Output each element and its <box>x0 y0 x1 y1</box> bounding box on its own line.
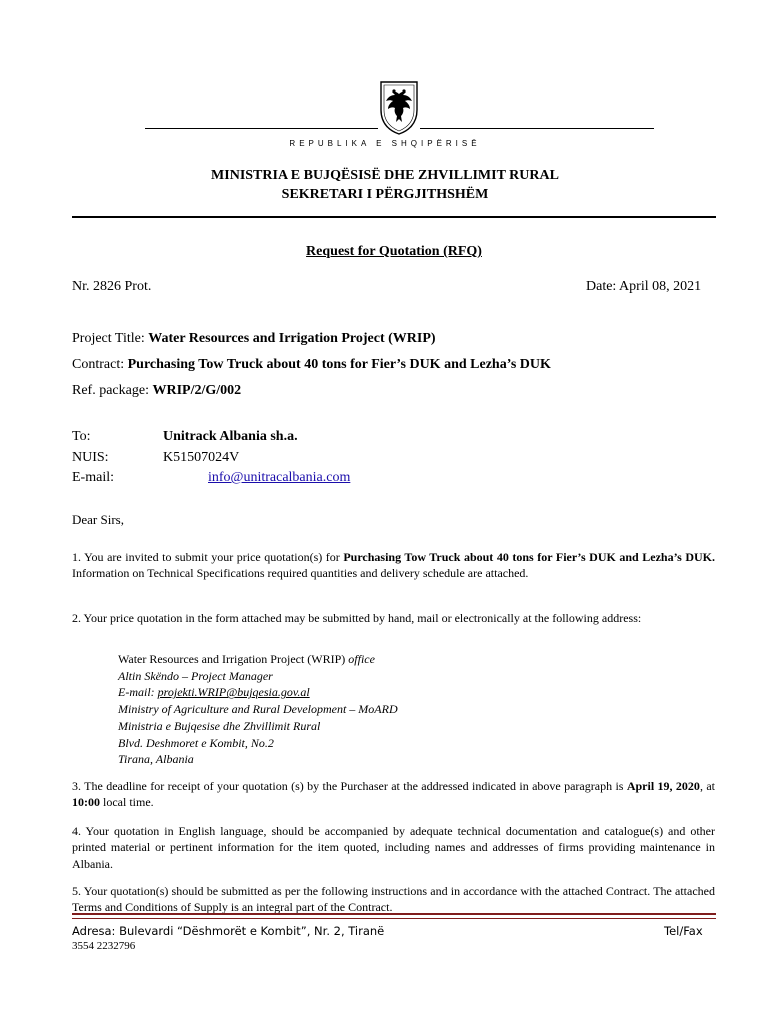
ref-package-row <box>72 383 241 399</box>
header-rule-left <box>145 128 378 129</box>
secretary-general: SEKRETARI I PËRGJITHSHËM <box>281 187 489 202</box>
header-rule-right <box>420 128 654 129</box>
p3-mid: , at <box>699 779 715 793</box>
project-title-label: Project Title: <box>72 331 145 346</box>
document-date: Date: April 08, 2021 <box>586 279 702 294</box>
paragraph-5: 5. Your quotation(s) should be submitted as per the following instructions and in accordance with the attached Contract. The attached Terms and Conditions of Supply is an integral part of the Contract. <box>72 884 715 915</box>
address-street: Blvd. Deshmoret e Kombit, No.2 <box>118 735 274 750</box>
submission-address <box>118 651 678 768</box>
p1-prefix: 1. You are invited to submit your price quotation(s) for <box>72 550 344 564</box>
footer-telfax-label: Tel/Fax <box>664 924 703 938</box>
paragraph-4: 4. Your quotation in English language, should be accompanied by adequate technical documentation and catalogue(s) and other printed material or pertinent information for the item quoted, including names and addresses of firms providing maintenance in Albania. <box>72 824 715 871</box>
address-email-label: E-mail: <box>118 685 158 700</box>
recipient-email-link[interactable]: info@unitracalbania.com <box>208 470 351 485</box>
to-label: To: <box>72 429 91 444</box>
address-manager: Altin Skëndo – Project Manager <box>118 668 273 683</box>
p1-subject: Purchasing Tow Truck about 40 tons for Fier’s DUK and Lezha’s DUK. <box>343 550 716 564</box>
paragraph-1 <box>72 549 715 582</box>
p3-prefix: 3. The deadline for receipt of your quotation (s) by the Purchaser at the addressed indicated in above paragraph is <box>72 779 627 793</box>
project-title-row <box>72 331 436 347</box>
paragraph-3 <box>72 778 715 811</box>
address-email <box>118 684 678 701</box>
ministry-name: MINISTRIA E BUJQËSISË DHE ZHVILLIMIT RURAL <box>211 168 559 183</box>
contract-row <box>72 357 551 373</box>
p1-suffix: Information on Technical Specifications required quantities and delivery schedule are attached. <box>72 566 529 581</box>
document-title: Request for Quotation (RFQ) <box>306 244 482 259</box>
paragraph-2: 2. Your price quotation in the form attached may be submitted by hand, mail or electronically at the following address: <box>72 611 642 625</box>
nuis-label: NUIS: <box>72 450 109 465</box>
address-ministry-al: Ministria e Bujqesise dhe Zhvillimit Rural <box>118 718 321 733</box>
ref-package-value: WRIP/2/G/002 <box>152 383 242 398</box>
address-city: Tirana, Albania <box>118 752 194 767</box>
p3-deadline-time: 10:00 <box>72 795 100 810</box>
republika-label: REPUBLIKA E SHQIPËRISË <box>289 139 481 148</box>
email-label: E-mail: <box>72 470 114 485</box>
contract-label: Contract: <box>72 357 125 372</box>
footer-phone: 3554 2232796 <box>72 940 136 952</box>
p3-suffix: local time. <box>100 795 154 810</box>
protocol-number: Nr. 2826 Prot. <box>72 279 152 294</box>
ref-package-label: Ref. package: <box>72 383 149 398</box>
footer-address: Adresa: Bulevardi “Dëshmorët e Kombit”, Nr. 2, Tiranë <box>72 924 385 938</box>
header-divider <box>72 216 716 218</box>
address-email-link[interactable]: projekti.WRIP@bujqesia.gov.al <box>157 685 310 700</box>
address-office-text: Water Resources and Irrigation Project (WRIP) <box>118 652 349 666</box>
address-office <box>118 651 678 668</box>
contract-value: Purchasing Tow Truck about 40 tons for Fier’s DUK and Lezha’s DUK <box>127 357 551 372</box>
address-ministry-en: Ministry of Agriculture and Rural Development – MoARD <box>118 702 398 717</box>
albania-coat-of-arms-icon <box>378 80 420 136</box>
p3-deadline-date: April 19, 2020 <box>626 779 700 793</box>
to-value: Unitrack Albania sh.a. <box>163 429 298 444</box>
footer-divider-thick <box>72 913 716 915</box>
nuis-value: K51507024V <box>163 450 240 465</box>
address-office-italic: office <box>348 652 375 666</box>
footer-divider-thin <box>72 918 716 919</box>
project-title-value: Water Resources and Irrigation Project (WRIP) <box>148 331 436 346</box>
salutation: Dear Sirs, <box>72 512 124 527</box>
